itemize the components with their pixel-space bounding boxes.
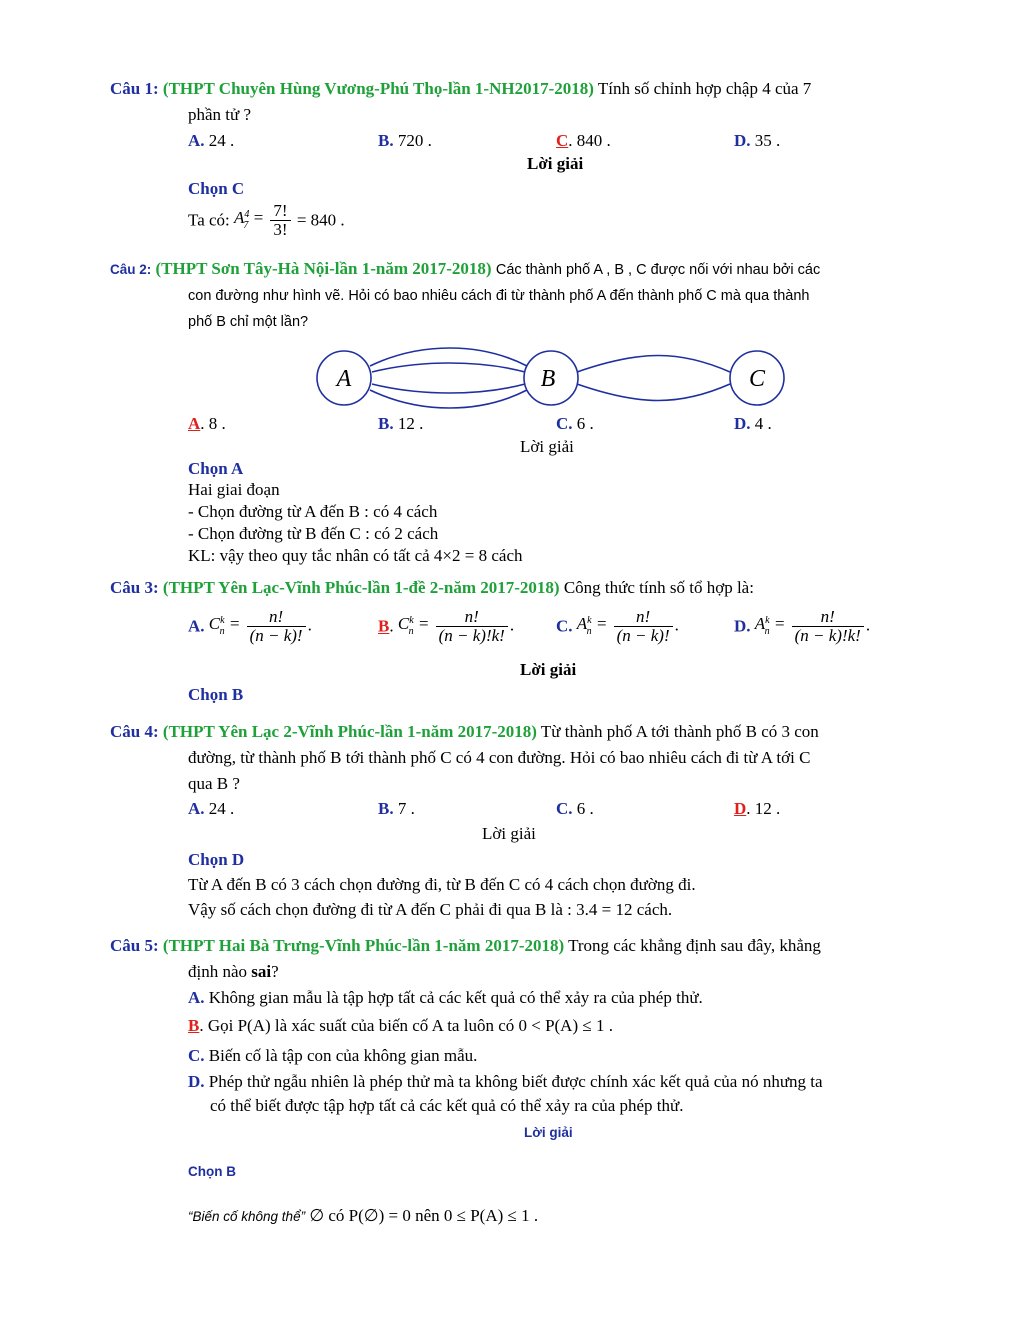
q3-text: Công thức tính số tổ hợp là: [563,578,754,597]
q2-line1: Các thành phố A , B , C được nối với nhau bởi các [495,262,821,278]
q5-header [110,935,821,957]
q5-choose: Chọn B [188,1164,236,1179]
q1-work: Ta có: $A^4_7$ = $\frac{7!}{3!}$ = 840 . [188,201,345,239]
q2-choose: Chọn A [188,459,244,478]
q1-option-c: C. 840 . [556,131,611,150]
q3-header [110,577,754,599]
node-c-label: C [748,366,766,392]
q2-label: Câu 2: [110,262,152,277]
q3-source: (THPT Yên Lạc-Vĩnh Phúc-lần 1-đề 2-năm 2017-2018) [162,578,560,597]
q5-line2: định nào sai? [188,962,279,981]
q3-option-c: C. $A^k_n$ = $\frac{n!}{(n - k)!}$ . [556,607,679,645]
road-ab-3 [372,384,525,393]
q2-option-c: C. 6 . [556,414,594,433]
q2-step-4: KL: vậy theo quy tắc nhân có tất cả 4×2 = 8 cách [188,546,523,565]
q5-explanation: “Biến cố không thể” ∅ có P(∅) = 0 nên 0 ≤ P(A) ≤ 1 . [188,1206,539,1225]
q5-option-c: C. Biến cố là tập con của không gian mẫu. [188,1046,478,1065]
q4-header [110,721,819,743]
q4-step-1: Từ A đến B có 3 cách chọn đường đi, từ B đến C có 4 cách chọn đường đi. [188,875,696,894]
q3-option-d: D. $A^k_n$ = $\frac{n!}{(n - k)!k!}$ . [734,607,871,645]
q4-option-b: B. 7 . [378,799,415,818]
q5-option-b: B. Gọi P(A) là xác suất của biến cố A ta luôn có 0 < P(A) ≤ 1 . [188,1016,613,1035]
q3-choose: Chọn B [188,685,244,704]
q2-solution-title: Lời giải [520,437,574,456]
q1-option-b: B. 720 . [378,131,432,150]
q4-line3: qua B ? [188,774,240,793]
q4-line1: Từ thành phố A tới thành phố B có 3 con [540,722,819,741]
q2-road-diagram [0,328,1024,428]
q4-option-a: A. 24 . [188,799,235,818]
q1-choose: Chọn C [188,179,245,198]
q3-label: Câu 3: [110,578,159,597]
q4-source: (THPT Yên Lạc 2-Vĩnh Phúc-lần 1-năm 2017-2018) [162,722,537,741]
node-a-label: A [336,366,352,392]
q2-step-2: - Chọn đường từ A đến B : có 4 cách [188,502,438,521]
q1-label: Câu 1: [110,79,159,98]
q2-step-3: - Chọn đường từ B đến C : có 2 cách [188,524,439,543]
road-bc-2 [577,384,730,401]
q5-option-a: A. Không gian mẫu là tập hợp tất cả các kết quả có thể xảy ra của phép thử. [188,988,703,1007]
q1-header [110,78,811,100]
q1-text2: phần tử ? [188,105,252,124]
q1-solution-title: Lời giải [527,154,584,173]
q2-line3: phố B chỉ một lần? [188,314,309,330]
q2-option-d: D. 4 . [734,414,772,433]
road-ab-2 [372,363,525,372]
q2-header [110,258,820,281]
q2-option-a: A. 8 . [188,414,226,433]
q2-option-b: B. 12 . [378,414,424,433]
q2-step-1: Hai giai đoạn [188,480,280,499]
q5-option-d: D. Phép thử ngẫu nhiên là phép thử mà ta không biết được chính xác kết quả của nó nhưng ta [188,1072,823,1091]
q4-label: Câu 4: [110,722,159,741]
q2-line2: con đường như hình vẽ. Hỏi có bao nhiêu cách đi từ thành phố A đến thành phố C mà qua thành [188,288,810,304]
q4-choose: Chọn D [188,850,245,869]
q2-source: (THPT Sơn Tây-Hà Nội-lần 1-năm 2017-2018) [155,259,492,278]
node-b-label: B [540,366,556,392]
q3-option-a: A. $C^k_n$ = $\frac{n!}{(n - k)!}$ . [188,607,312,645]
q1-option-d: D. 35 . [734,131,781,150]
q5-solution-title: Lời giải [524,1125,573,1140]
q5-line1: Trong các khẳng định sau đây, khẳng [568,936,821,955]
road-bc-1 [577,356,730,373]
q1-option-a: A. 24 . [188,131,235,150]
q3-option-b: B. $C^k_n$ = $\frac{n!}{(n - k)!k!}$ . [378,607,515,645]
q5-label: Câu 5: [110,936,159,955]
q5-option-d-cont: có thể biết được tập hợp tất cả các kết quả có thể xảy ra của phép thử. [210,1096,684,1115]
q4-option-d: D. 12 . [734,799,781,818]
q4-solution-title: Lời giải [482,824,536,843]
q1-text1: Tính số chỉnh hợp chập 4 của 7 [597,79,812,98]
q5-source: (THPT Hai Bà Trưng-Vĩnh Phúc-lần 1-năm 2017-2018) [162,936,565,955]
q4-line2: đường, từ thành phố B tới thành phố C có 4 con đường. Hỏi có bao nhiêu cách đi từ A tới C [188,748,811,767]
q3-solution-title: Lời giải [520,660,577,679]
q4-option-c: C. 6 . [556,799,594,818]
q1-source: (THPT Chuyên Hùng Vương-Phú Thọ-lần 1-NH2017-2018) [162,79,594,98]
q4-step-2: Vậy số cách chọn đường đi từ A đến C phải đi qua B là : 3.4 = 12 cách. [188,900,673,919]
